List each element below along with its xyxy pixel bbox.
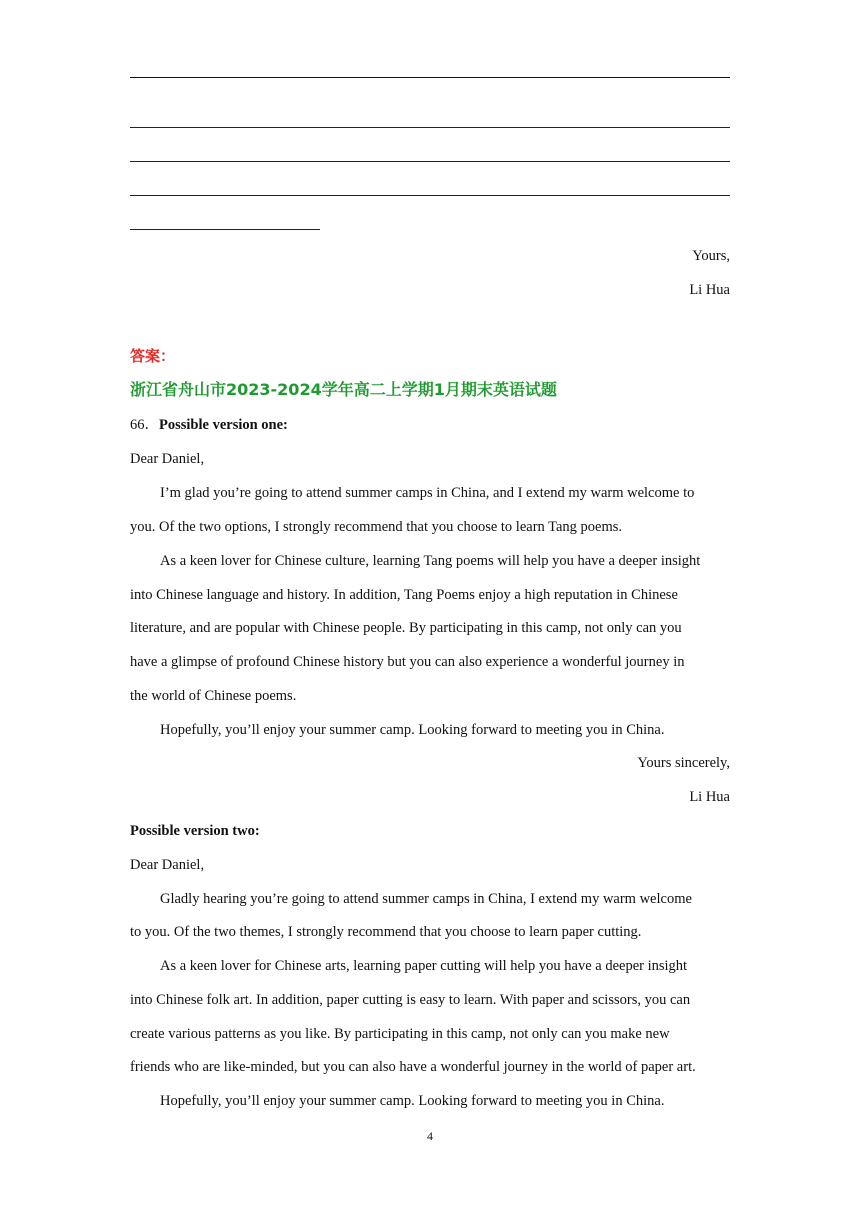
body-line: have a glimpse of profound Chinese history but you can also experience a wonderful journey in <box>130 654 685 670</box>
body-line: into Chinese folk art. In addition, paper cutting is easy to learn. With paper and scissors, you can <box>130 992 691 1008</box>
body-line: you. Of the two options, I strongly recommend that you choose to learn Tang poems. <box>130 519 623 535</box>
body-line: I’m glad you’re going to attend summer camps in China, and I extend my warm welcome to <box>160 485 695 501</box>
writing-line <box>130 161 730 162</box>
source-title: 浙江省舟山市2023-2024学年高二上学期1月期末英语试题 <box>130 380 557 399</box>
version-one-signature: Li Hua <box>689 789 730 805</box>
body-line: Hopefully, you’ll enjoy your summer camp. Looking forward to meeting you in China. <box>160 1093 665 1109</box>
version-two-greeting: Dear Daniel, <box>130 857 205 873</box>
question-number: 66． <box>130 417 159 433</box>
body-line: into Chinese language and history. In addition, Tang Poems enjoy a high reputation in Chinese <box>130 587 678 603</box>
version-one-heading <box>130 415 288 435</box>
body-line: the world of Chinese poems. <box>130 688 297 704</box>
writing-line <box>130 229 320 230</box>
writing-line <box>130 195 730 196</box>
answer-label: 答案： <box>130 347 176 365</box>
version-two-heading: Possible version two: <box>130 823 260 839</box>
writing-line <box>130 127 730 128</box>
body-line: literature, and are popular with Chinese people. By participating in this camp, not only can you <box>130 620 682 636</box>
body-line: to you. Of the two themes, I strongly recommend that you choose to learn paper cutting. <box>130 924 642 940</box>
letter-closing: Yours, <box>692 248 730 264</box>
body-line: create various patterns as you like. By participating in this camp, not only can you make new <box>130 1026 670 1042</box>
version-one-closing: Yours sincerely, <box>637 755 730 771</box>
body-line: Hopefully, you’ll enjoy your summer camp. Looking forward to meeting you in China. <box>160 722 665 738</box>
letter-signature: Li Hua <box>689 282 730 298</box>
body-line: As a keen lover for Chinese culture, learning Tang poems will help you have a deeper insight <box>160 553 701 569</box>
body-line: friends who are like-minded, but you can also have a wonderful journey in the world of paper art. <box>130 1059 696 1075</box>
page-number: 4 <box>427 1129 433 1143</box>
writing-line <box>130 77 730 78</box>
version-one-greeting: Dear Daniel, <box>130 451 205 467</box>
body-line: As a keen lover for Chinese arts, learning paper cutting will help you have a deeper insight <box>160 958 688 974</box>
body-line: Gladly hearing you’re going to attend summer camps in China, I extend my warm welcome <box>160 891 692 907</box>
version-one-title: Possible version one: <box>159 417 288 433</box>
